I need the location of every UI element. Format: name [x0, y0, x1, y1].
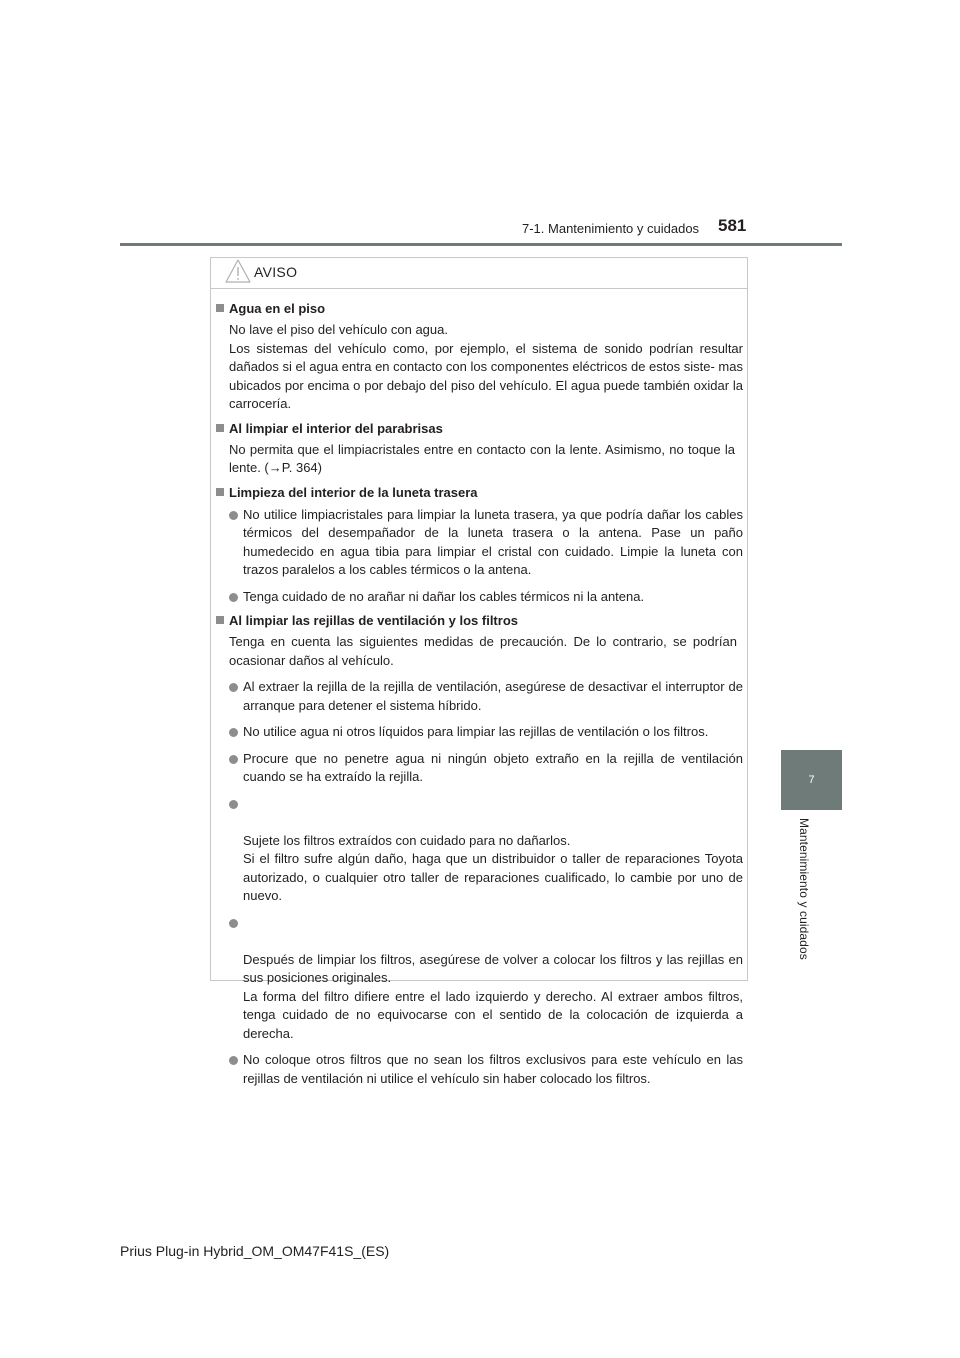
footer-document-id: Prius Plug-in Hybrid_OM_OM47F41S_(ES)	[120, 1243, 390, 1259]
circle-bullet-icon	[229, 919, 238, 928]
warning-box	[210, 257, 748, 1086]
warning-triangle-icon	[225, 259, 251, 283]
list-item	[229, 914, 743, 1044]
circle-bullet-icon	[229, 683, 238, 692]
warning-title: AVISO	[254, 264, 298, 280]
section-heading-text: Agua en el piso	[229, 301, 326, 316]
section-water-floor	[211, 300, 747, 414]
circle-bullet-icon	[229, 728, 238, 737]
circle-bullet-icon	[229, 755, 238, 764]
section-windshield	[211, 420, 747, 478]
section-heading-text: Limpieza del interior de la luneta trasera	[229, 484, 478, 500]
circle-bullet-icon	[229, 800, 238, 809]
section-rear-window	[211, 484, 747, 607]
section-heading-text: Al limpiar el interior del parabrisas	[229, 420, 443, 436]
section-heading	[211, 300, 747, 318]
list-item-text: Procure que no penetre agua ni ningún objeto extraño en la rejilla de ventilación cuando se ha extraído la rejilla.	[243, 750, 743, 784]
list-item	[229, 795, 743, 906]
chapter-tab[interactable]	[781, 750, 842, 810]
paragraph: Los sistemas del vehículo como, por ejemplo, el sistema de sonido podrían resultar dañados si el agua entra en contacto con los componentes eléctricos de estos siste- mas ubicados por encima o por debajo del piso del vehículo. El agua puede también oxidar la carrocería.	[229, 340, 743, 411]
list-item-text: Tenga cuidado de no arañar ni dañar los cables térmicos ni la antena.	[243, 588, 645, 604]
chapter-side-label: Mantenimiento y cuidados	[797, 818, 811, 960]
chapter-number: 7	[808, 774, 815, 786]
paragraph: No lave el piso del vehículo con agua.	[229, 322, 448, 337]
section-heading	[211, 420, 747, 438]
list-item	[229, 588, 743, 607]
paragraph: Tenga en cuenta las siguientes medidas de precaución. De lo contrario, se podrían ocasionar daños al vehículo.	[229, 634, 737, 668]
list-item-text: No coloque otros filtros que no sean los filtros exclusivos para este vehículo en las rejillas de ventilación ni utilice el vehículo sin haber colocado los filtros.	[243, 1052, 743, 1086]
list-item	[229, 1051, 743, 1088]
list-item-text: No utilice limpiacristales para limpiar la luneta trasera, ya que podría dañar los cables térmicos del desempañador de la luneta trasera o la antena. Pase un paño humedecido en agua tibia para limpiar el cristal con cuidado. Limpie la luneta con trazos paralelos a los cables térmicos o la antena.	[243, 506, 743, 577]
page-number: 581	[718, 216, 747, 235]
list-item-text: Al extraer la rejilla de la rejilla de ventilación, asegúrese de desactivar el interruptor de arranque para detener el sistema híbrido.	[243, 679, 743, 713]
list-item	[229, 506, 743, 580]
warning-header	[211, 258, 747, 289]
circle-bullet-icon	[229, 1056, 238, 1065]
list-item	[229, 678, 743, 715]
section-heading	[211, 612, 747, 630]
list-item	[229, 723, 743, 742]
list-item-text: Sujete los filtros extraídos con cuidado para no dañarlos. Si el filtro sufre algún daño, haga que un distribuidor o taller de reparaciones Toyota autorizado, o cualquier otro taller de reparaciones cualificado, lo cambie por uno de nuevo.	[243, 832, 743, 903]
list-item-text: Después de limpiar los filtros, asegúrese de volver a colocar los filtros y las rejillas en sus posiciones originales. La forma del filtro difiere entre el lado izquierdo y derecho. Al extraer ambos filtros, tenga cuidado de no equivocarse con el sentido de la colocación de izquierda a derecha.	[243, 951, 743, 1041]
warning-body	[211, 300, 747, 1088]
section-vents-filters	[211, 612, 747, 1088]
section-heading-text: Al limpiar las rejillas de ventilación y los filtros	[229, 613, 518, 628]
paragraph: No permita que el limpiacristales entre en contacto con la lente. Asimismo, no toque la lente. (→P. 364)	[229, 441, 735, 475]
square-bullet-icon	[216, 488, 224, 496]
list-item-text: No utilice agua ni otros líquidos para limpiar las rejillas de ventilación o los filtros.	[243, 724, 709, 739]
square-bullet-icon	[216, 424, 224, 432]
square-bullet-icon	[216, 616, 224, 624]
circle-bullet-icon	[229, 511, 238, 520]
header-section-title: 7-1. Mantenimiento y cuidados	[522, 221, 700, 236]
square-bullet-icon	[216, 304, 224, 312]
circle-bullet-icon	[229, 593, 238, 602]
section-heading	[211, 484, 747, 502]
list-item	[229, 750, 743, 787]
header-rule	[120, 243, 842, 246]
